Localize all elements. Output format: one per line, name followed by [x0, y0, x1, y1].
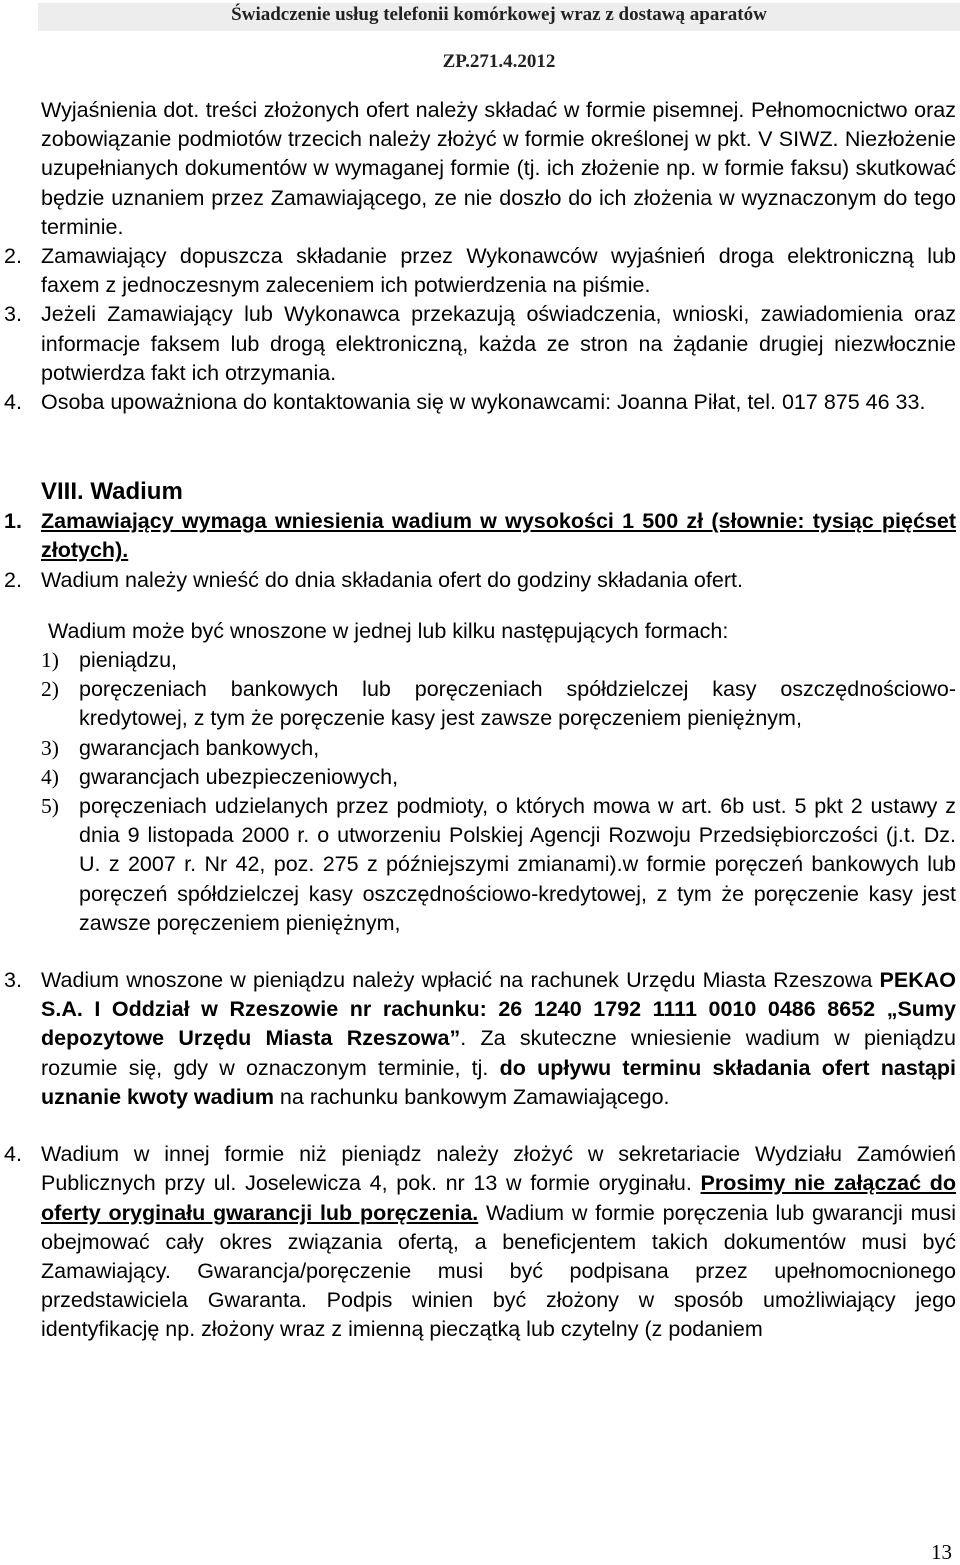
- item-number: 2.: [4, 244, 22, 269]
- form-item: [0, 792, 960, 938]
- item-text: Zamawiający wymaga wniesienia wadium w wysokości 1 500 zł (słownie: tysiąc pięćset złotych).: [41, 509, 956, 563]
- form-text: poręczeniach bankowych lub poręczeniach spółdzielczej kasy oszczędnościowo- kredytowej, z tym że poręczenie kasy jest zawsze poręczeniem pieniężnym,: [79, 677, 956, 731]
- form-text: poręczeniach udzielanych przez podmioty, o których mowa w art. 6b ust. 5 pkt 2 ustawy z dnia 9 listopada 2000 r. o utworzeniu Polskiej Agencji Rozwoju Przedsiębiorczości (j.t. Dz. U. z 2007 r. Nr 42, poz. 275 z późniejszymi zmianami).w formie poręczeń bankowych lub poręczeń spółdzielczej kasy oszczędnościowo-kredytowej, z tym że poręczenie kasy jest zawsze poręczeniem pieniężnym,: [79, 794, 956, 935]
- item-number: 2.: [4, 567, 22, 592]
- list-item: [0, 1140, 960, 1344]
- section-heading: VIII. Wadium: [41, 478, 183, 506]
- bank-account: PEKAO S.A. I Oddział w Rzeszowie nr rachunku: 26 1240 1792 1111 0010 0486 8652 „Sumy depozytowe Urzędu Miasta Rzeszowa”: [41, 968, 956, 1051]
- item-text-emphasis: do upływu terminu składania ofert nastąpi uznanie kwoty wadium: [41, 1055, 957, 1109]
- item-text: Zamawiający dopuszcza składanie przez Wykonawców wyjaśnień droga elektroniczną lub faxem z jednoczesnym zaleceniem ich potwierdzenia na piśmie.: [41, 244, 956, 298]
- form-number: 4): [41, 764, 59, 789]
- form-item: [0, 734, 960, 763]
- item-number: 1.: [4, 509, 22, 534]
- document-title: Świadczenie usług telefonii komórkowej wraz z dostawą aparatów: [231, 4, 767, 25]
- item-text: Jeżeli Zamawiający lub Wykonawca przekazują oświadczenia, wnioski, zawiadomienia oraz informacje faksem lub drogą elektroniczną, każda ze stron na żądanie drugiej niezwłocznie potwierdza fakt ich otrzymania.: [41, 302, 956, 385]
- item-text-part: . Za skuteczne wniesienie wadium w pieniądzu rozumie się, gdy w oznaczonym terminie, tj.: [41, 1026, 956, 1080]
- form-text: gwarancjach ubezpieczeniowych,: [79, 764, 399, 789]
- item-text-part: Wadium wnoszone w pieniądzu należy wpłacić na rachunek Urzędu Miasta Rzeszowa: [41, 968, 880, 993]
- forms-intro: Wadium może być wnoszone w jednej lub kilku następujących formach:: [48, 618, 729, 643]
- form-item: [0, 763, 960, 792]
- item-number: 3.: [4, 968, 22, 993]
- item-number: 4.: [4, 1142, 22, 1167]
- list-item: [0, 242, 960, 300]
- page-content: [0, 96, 960, 1345]
- list-item: [0, 300, 960, 388]
- form-number: 2): [41, 677, 59, 702]
- form-item: [0, 646, 960, 675]
- list-item: [0, 507, 960, 565]
- item-text-part: na rachunku bankowym Zamawiającego.: [273, 1084, 670, 1109]
- form-text: gwarancjach bankowych,: [79, 735, 320, 760]
- item-text: Osoba upoważniona do kontaktowania się w wykonawcami: Joanna Piłat, tel. 017 875 46 33.: [41, 390, 926, 415]
- list-item: [0, 966, 960, 1112]
- item-text-part: Wadium w formie poręczenia lub gwarancji musi obejmować cały okres związania ofertą, a beneficjentem takich dokumentów musi być Zamawiający. Gwarancja/poręczenie musi być podpisana przez upełnomocnionego przedstawiciela Gwaranta. Podpis winien być złożony w sposób umożliwiający jego identyfikację np. złożony wraz z imienną pieczątką lub czytelny (z podaniem: [41, 1200, 956, 1342]
- form-number: 5): [41, 794, 59, 819]
- item-number: 4.: [4, 390, 22, 415]
- item-text-emphasis: Prosimy nie załączać do oferty oryginału gwarancji lub poręczenia.: [41, 1171, 957, 1225]
- form-item: [0, 675, 960, 733]
- list-item: [0, 388, 960, 417]
- form-number: 1): [41, 648, 59, 673]
- document-code: ZP.271.4.2012: [442, 51, 556, 72]
- page-number: 13: [931, 1540, 952, 1564]
- item-number: 3.: [4, 302, 22, 327]
- list-item: [0, 566, 960, 595]
- form-text: pieniądzu,: [79, 648, 178, 673]
- paragraph-intro: Wyjaśnienia dot. treści złożonych ofert należy składać w formie pisemnej. Pełnomocnictwo oraz zobowiązanie podmiotów trzecich należy złożyć w formie określonej w pkt. V SIWZ. Niezłożenie uzupełnianych dokumentów w wymaganej formie (tj. ich złożenie np. w formie faksu) skutkować będzie uznaniem przez Zamawiającego, ze nie doszło do ich złożenia w wyznaczonym do tego terminie.: [41, 98, 956, 239]
- item-text: Wadium należy wnieść do dnia składania ofert do godziny składania ofert.: [41, 567, 743, 592]
- item-text-part: Wadium w innej formie niż pieniądz należy złożyć w sekretariacie Wydziału Zamówień Publicznych przy ul. Joselewicza 4, pok. nr 13 w formie oryginału.: [41, 1142, 956, 1196]
- form-number: 3): [41, 735, 59, 760]
